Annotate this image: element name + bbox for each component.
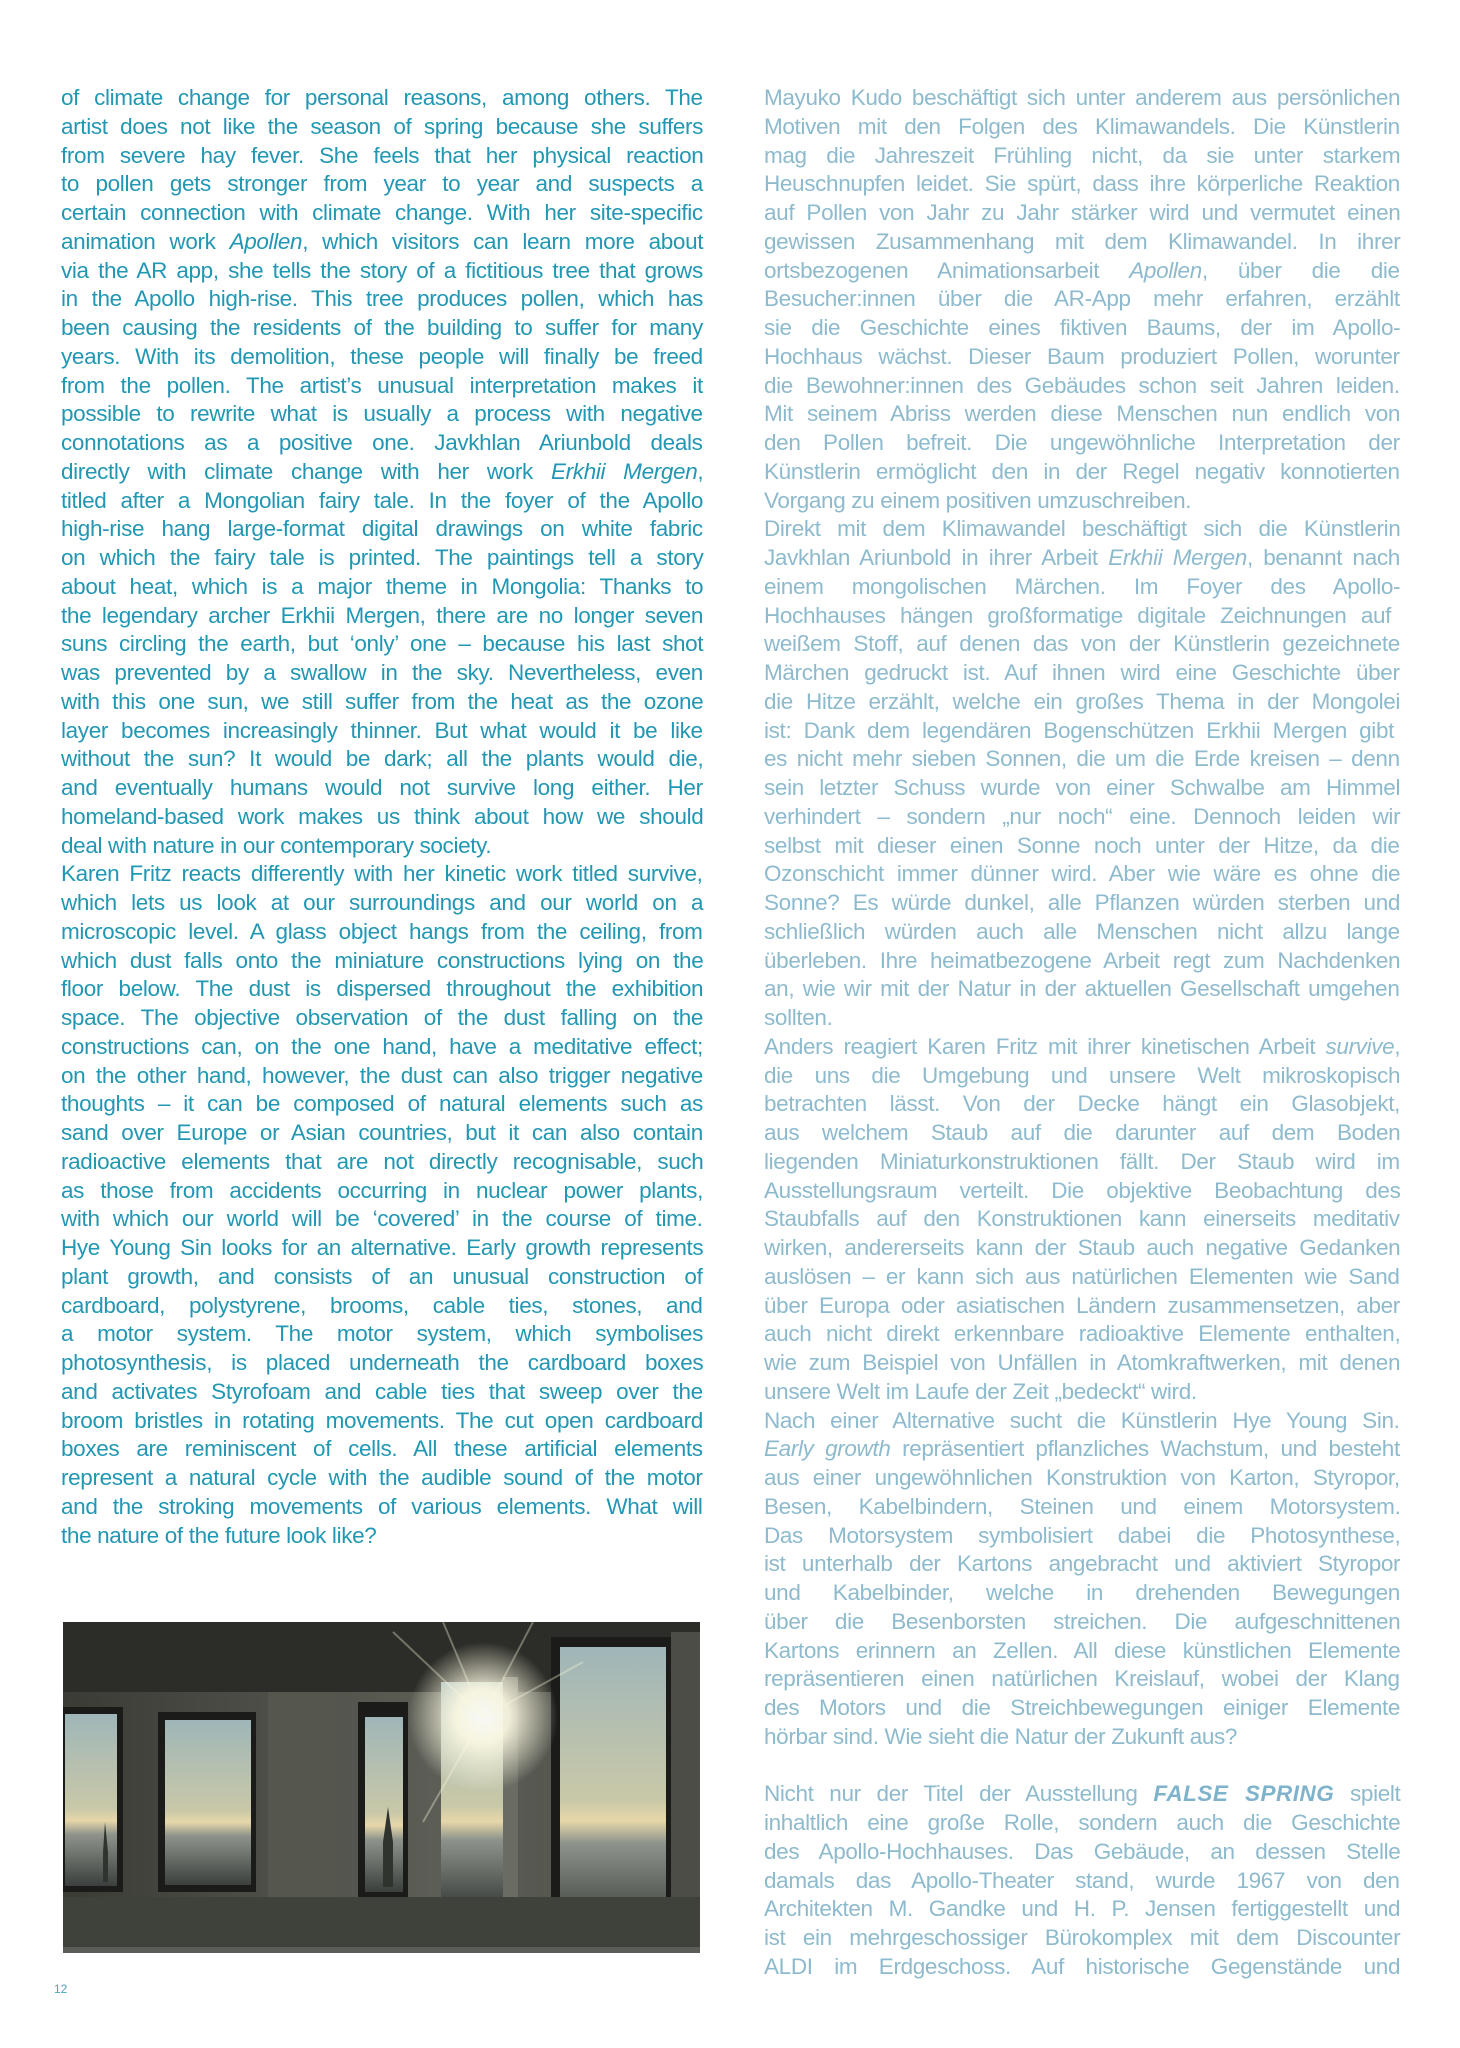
text-line — [61, 458, 703, 487]
text-line: about heat, which is a major theme in Mongolia: Thanks to — [61, 573, 704, 599]
text-line: years. With its demolition, these people will finally be freed — [61, 343, 703, 369]
text-line: of climate change for personal reasons, among others. The — [61, 85, 703, 110]
text-segment: Javkhlan Ariunbold in ihrer Arbeit — [764, 545, 1109, 570]
text-line: was prevented by a swallow in the sky. Nevertheless, even — [61, 660, 703, 685]
text-line: Staubfalls auf den Konstruktionen kann einerseits meditativ — [764, 1206, 1400, 1232]
text-line: Mayuko Kudo beschäftigt sich unter anderem aus persönlichen — [764, 85, 1401, 110]
artwork-title: Early growth — [764, 1436, 891, 1462]
text-line: auf Pollen von Jahr zu Jahr stärker wird und vermutet einen — [764, 200, 1401, 225]
text-line: sand over Europe or Asian countries, but it can also contain — [61, 1120, 703, 1145]
text-line: and eventually humans would not survive long either. Her — [61, 775, 703, 800]
text-segment: spielt — [1334, 1781, 1401, 1807]
text-line: mag die Jahreszeit Frühling nicht, da sie unter starkem — [764, 142, 1401, 168]
text-line — [764, 257, 1400, 286]
text-line: via the AR app, she tells the story of a fictitious tree that grows — [61, 257, 703, 283]
text-segment: Nicht nur der Titel der Ausstellung — [764, 1781, 1154, 1807]
text-line: broom bristles in rotating movements. The cut open cardboard — [61, 1407, 703, 1433]
text-line: Künstlerin ermöglicht den in der Regel negativ konnotierten — [764, 458, 1400, 484]
text-line: auslösen – er kann sich aus natürlichen Elementen wie Sand — [764, 1263, 1400, 1289]
artwork-title: Apollen — [229, 228, 303, 254]
text-line: homeland-based work makes us think about how we should — [61, 803, 704, 829]
text-line: which lets us look at our surroundings and our world on a — [61, 890, 704, 915]
text-line: den Pollen befreit. Die ungewöhnliche Interpretation der — [764, 430, 1400, 455]
text-line: die Hitze erzählt, welche ein großes Thema in der Mongolei — [764, 688, 1401, 714]
paragraph-spacer — [764, 1752, 1400, 1781]
text-line: Ausstellungsraum verteilt. Die objektive Beobachtung des — [764, 1177, 1401, 1203]
text-line: suns circling the earth, but ‘only’ one – because his last shot — [61, 631, 704, 657]
text-line: thoughts – it can be composed of natural elements such as — [61, 1091, 703, 1117]
text-line: constructions can, on the one hand, have a meditative effect; — [61, 1033, 703, 1059]
artwork-title: survive — [1325, 1033, 1395, 1059]
text-line: Heuschnupfen leidet. Sie spürt, dass ihre körperliche Reaktion — [764, 171, 1400, 197]
text-line: certain connection with climate change. With her site-specific — [61, 200, 703, 225]
text-line: ist: Dank dem legendären Bogenschützen Erkhii Mergen gibt — [764, 717, 1395, 743]
text-line: des Motors und die Streichbewegungen einiger Elemente — [764, 1695, 1401, 1720]
text-line: schließlich würden auch alle Menschen nicht allzu lange — [764, 918, 1400, 944]
text-line: Sonne? Es würde dunkel, alle Pflanzen würden sterben und — [764, 890, 1401, 915]
text-line: Vorgang zu einem positiven umzuschreiben. — [764, 487, 1192, 513]
text-line: Märchen gedruckt ist. Auf ihnen wird eine Geschichte über — [764, 660, 1400, 685]
text-line: Ozonschicht immer dünner wird. Aber wie wäre es ohne die — [764, 861, 1401, 887]
text-line: and the stroking movements of various elements. What will — [61, 1493, 703, 1519]
text-line: the nature of the future look like? — [61, 1522, 377, 1548]
english-text-column — [61, 84, 703, 1550]
text-line: as those from accidents occurring in nuclear power plants, — [61, 1177, 703, 1203]
text-line: einem mongolischen Märchen. Im Foyer des Apollo- — [764, 573, 1401, 599]
text-line: radioactive elements that are not directly recognisable, such — [61, 1148, 704, 1174]
text-segment: animation work — [61, 228, 230, 254]
text-line: titled after a Mongolian fairy tale. In the foyer of the Apollo — [61, 487, 704, 513]
text-line: in the Apollo high-rise. This tree produces pollen, which has — [61, 286, 704, 312]
text-line: weißem Stoff, auf denen das von der Künstlerin gezeichnete — [764, 631, 1400, 657]
text-line: artist does not like the season of spring because she suffers — [61, 113, 704, 139]
office-window-photo — [63, 1622, 700, 1953]
text-line: über Europa oder asiatischen Ländern zusammensetzen, aber — [764, 1292, 1400, 1318]
text-line: über die Besenborsten streichen. Die aufgeschnittenen — [764, 1608, 1401, 1634]
text-line: Motiven mit den Folgen des Klimawandels. Die Künstlerin — [764, 113, 1400, 139]
text-line: on which the fairy tale is printed. The paintings tell a story — [61, 545, 704, 570]
text-line: sein letzter Schuss wurde von einer Schwalbe am Himmel — [764, 775, 1401, 800]
text-line: Kartons erinnern an Zellen. All diese künstlichen Elemente — [764, 1637, 1401, 1663]
text-segment: , benannt nach — [1246, 545, 1400, 570]
text-segment: repräsentiert pflanzliches Wachstum, und besteht — [890, 1436, 1400, 1462]
text-line: from the pollen. The artist’s unusual interpretation makes it — [61, 372, 703, 398]
text-line: boxes are reminiscent of cells. All these artificial elements — [61, 1436, 703, 1462]
text-line: plant growth, and consists of an unusual construction of — [61, 1263, 703, 1289]
text-line: cardboard, polystyrene, brooms, cable ties, stones, and — [61, 1292, 703, 1318]
text-line: Hye Young Sin looks for an alternative. Early growth represents — [61, 1235, 704, 1260]
text-segment: Anders reagiert Karen Fritz mit ihrer kinetischen Arbeit — [764, 1033, 1326, 1059]
text-segment: ortsbezogenen Animationsarbeit — [764, 257, 1130, 283]
text-line: microscopic level. A glass object hangs from the ceiling, from — [61, 918, 703, 944]
text-line: without the sun? It would be dark; all the plants would die, — [61, 746, 704, 772]
text-line: ALDI im Erdgeschoss. Auf historische Gegenstände und — [764, 1953, 1401, 1979]
text-segment: , which visitors can learn more about — [302, 228, 704, 254]
text-line: sie die Geschichte eines fiktiven Baums, der im Apollo- — [764, 315, 1401, 340]
text-line: inhaltlich eine große Rolle, sondern auch die Geschichte — [764, 1810, 1401, 1835]
text-line: from severe hay fever. She feels that her physical reaction — [61, 142, 704, 168]
text-line: possible to rewrite what is usually a process with negative — [61, 401, 703, 427]
text-line: wirken, andererseits kann der Staub auch negative Gedanken — [764, 1235, 1401, 1260]
text-line: high-rise hang large-format digital drawings on white fabric — [61, 516, 703, 542]
artwork-title: Erkhii Mergen — [551, 458, 698, 484]
text-line: sollten. — [764, 1005, 833, 1030]
text-line — [764, 1033, 1400, 1062]
german-text-column — [764, 84, 1400, 1982]
text-line: verhindert – sondern „nur noch“ eine. Dennoch leiden wir — [764, 803, 1401, 829]
text-line: die uns die Umgebung und unsere Welt mikroskopisch — [764, 1062, 1401, 1088]
text-line: Nach einer Alternative sucht die Künstlerin Hye Young Sin. — [764, 1407, 1400, 1433]
text-line: selbst mit dieser einen Sonne noch unter der Hitze, da die — [764, 832, 1400, 858]
photo-icon — [63, 1622, 700, 1953]
page-number: 12 — [54, 1982, 68, 1996]
text-line: auch nicht direkt erkennbare radioaktive Elemente enthalten, — [764, 1321, 1401, 1347]
text-line: liegenden Miniaturkonstruktionen fällt. Der Staub wird im — [764, 1148, 1400, 1174]
text-line: a motor system. The motor system, which symbolises — [61, 1321, 703, 1347]
text-line: überleben. Ihre heimatbezogene Arbeit regt zum Nachdenken — [764, 947, 1401, 973]
text-line: photosynthesis, is placed underneath the cardboard boxes — [61, 1350, 704, 1375]
text-line: repräsentieren einen natürlichen Kreislauf, wobei der Klang — [764, 1666, 1400, 1692]
text-line: floor below. The dust is dispersed throughout the exhibition — [61, 976, 704, 1002]
text-line: aus welchem Staub auf die darunter auf dem Boden — [764, 1120, 1401, 1145]
text-line: and activates Styrofoam and cable ties that sweep over the — [61, 1378, 703, 1404]
text-segment: directly with climate change with her work — [61, 458, 551, 484]
artwork-title: Apollen — [1129, 257, 1202, 283]
text-line: an, wie wir mit der Natur in der aktuellen Gesellschaft umgehen — [764, 976, 1400, 1002]
text-line: damals das Apollo-Theater stand, wurde 1967 von den — [764, 1867, 1400, 1893]
text-line: Architekten M. Gandke und H. P. Jensen fertiggestellt und — [764, 1896, 1401, 1922]
text-line — [764, 1435, 1400, 1464]
text-line: represent a natural cycle with the audible sound of the motor — [61, 1465, 703, 1490]
text-line: Besen, Kabelbindern, Steinen und einem Motorsystem. — [764, 1493, 1401, 1519]
text-line: connotations as a positive one. Javkhlan Ariunbold deals — [61, 430, 703, 455]
text-line: space. The objective observation of the dust falling on the — [61, 1005, 704, 1030]
text-line — [764, 544, 1400, 573]
text-line: ist unterhalb der Kartons angebracht und aktiviert Styropor — [764, 1551, 1401, 1577]
text-line: been causing the residents of the building to suffer for many — [61, 315, 703, 340]
artwork-title: Erkhii Mergen — [1108, 545, 1247, 570]
text-line — [764, 1780, 1400, 1809]
exhibition-title: FALSE SPRING — [1153, 1781, 1335, 1807]
text-line: hörbar sind. Wie sieht die Natur der Zukunft aus? — [764, 1723, 1238, 1749]
text-segment: , — [1394, 1033, 1401, 1059]
text-segment: , über die die — [1201, 257, 1400, 283]
text-line: des Apollo-Hochhauses. Das Gebäude, an dessen Stelle — [764, 1838, 1401, 1864]
text-segment: , — [697, 458, 704, 484]
text-line: wie zum Beispiel von Unfällen in Atomkraftwerken, mit denen — [764, 1350, 1401, 1375]
text-line: on the other hand, however, the dust can also trigger negative — [61, 1062, 703, 1088]
text-line: betrachten lässt. Von der Decke hängt ein Glasobjekt, — [764, 1091, 1401, 1117]
text-line: Mit seinem Abriss werden diese Menschen nun endlich von — [764, 401, 1401, 427]
text-line: ist ein mehrgeschossiger Bürokomplex mit dem Discounter — [764, 1925, 1401, 1950]
text-line: und Kabelbinder, welche in drehenden Bewegungen — [764, 1580, 1400, 1605]
text-line: with this one sun, we still suffer from the heat as the ozone — [61, 688, 704, 714]
text-line: Hochhaus wächst. Dieser Baum produziert Pollen, worunter — [764, 343, 1400, 369]
text-line: Karen Fritz reacts differently with her kinetic work titled survive, — [61, 861, 703, 887]
text-line: es nicht mehr sieben Sonnen, die um die Erde kreisen – denn — [764, 746, 1400, 772]
text-line: to pollen gets stronger from year to year and suspects a — [61, 171, 703, 197]
text-line: Hochhauses hängen großformatige digitale Zeichnungen auf — [764, 602, 1392, 628]
text-line: with which our world will be ‘covered’ in the course of time. — [61, 1206, 703, 1232]
text-line: deal with nature in our contemporary society. — [61, 832, 492, 858]
text-line: Besucher:innen über die AR-App mehr erfahren, erzählt — [764, 286, 1400, 312]
text-line: aus einer ungewöhnlichen Konstruktion von Karton, Styropor, — [764, 1465, 1400, 1490]
text-line: unsere Welt im Laufe der Zeit „bedeckt“ wird. — [764, 1378, 1197, 1404]
text-line — [61, 228, 703, 257]
text-line: Das Motorsystem symbolisiert dabei die Photosynthese, — [764, 1522, 1401, 1548]
text-line: gewissen Zusammenhang mit dem Klimawandel. In ihrer — [764, 228, 1401, 254]
text-line: which dust falls onto the miniature constructions lying on the — [61, 947, 704, 973]
text-line: layer becomes increasingly thinner. But what would it be like — [61, 717, 703, 743]
text-line: the legendary archer Erkhii Mergen, there are no longer seven — [61, 602, 704, 628]
text-line: Direkt mit dem Klimawandel beschäftigt sich die Künstlerin — [764, 516, 1401, 542]
text-line: die Bewohner:innen des Gebäudes schon seit Jahren leiden. — [764, 372, 1400, 398]
